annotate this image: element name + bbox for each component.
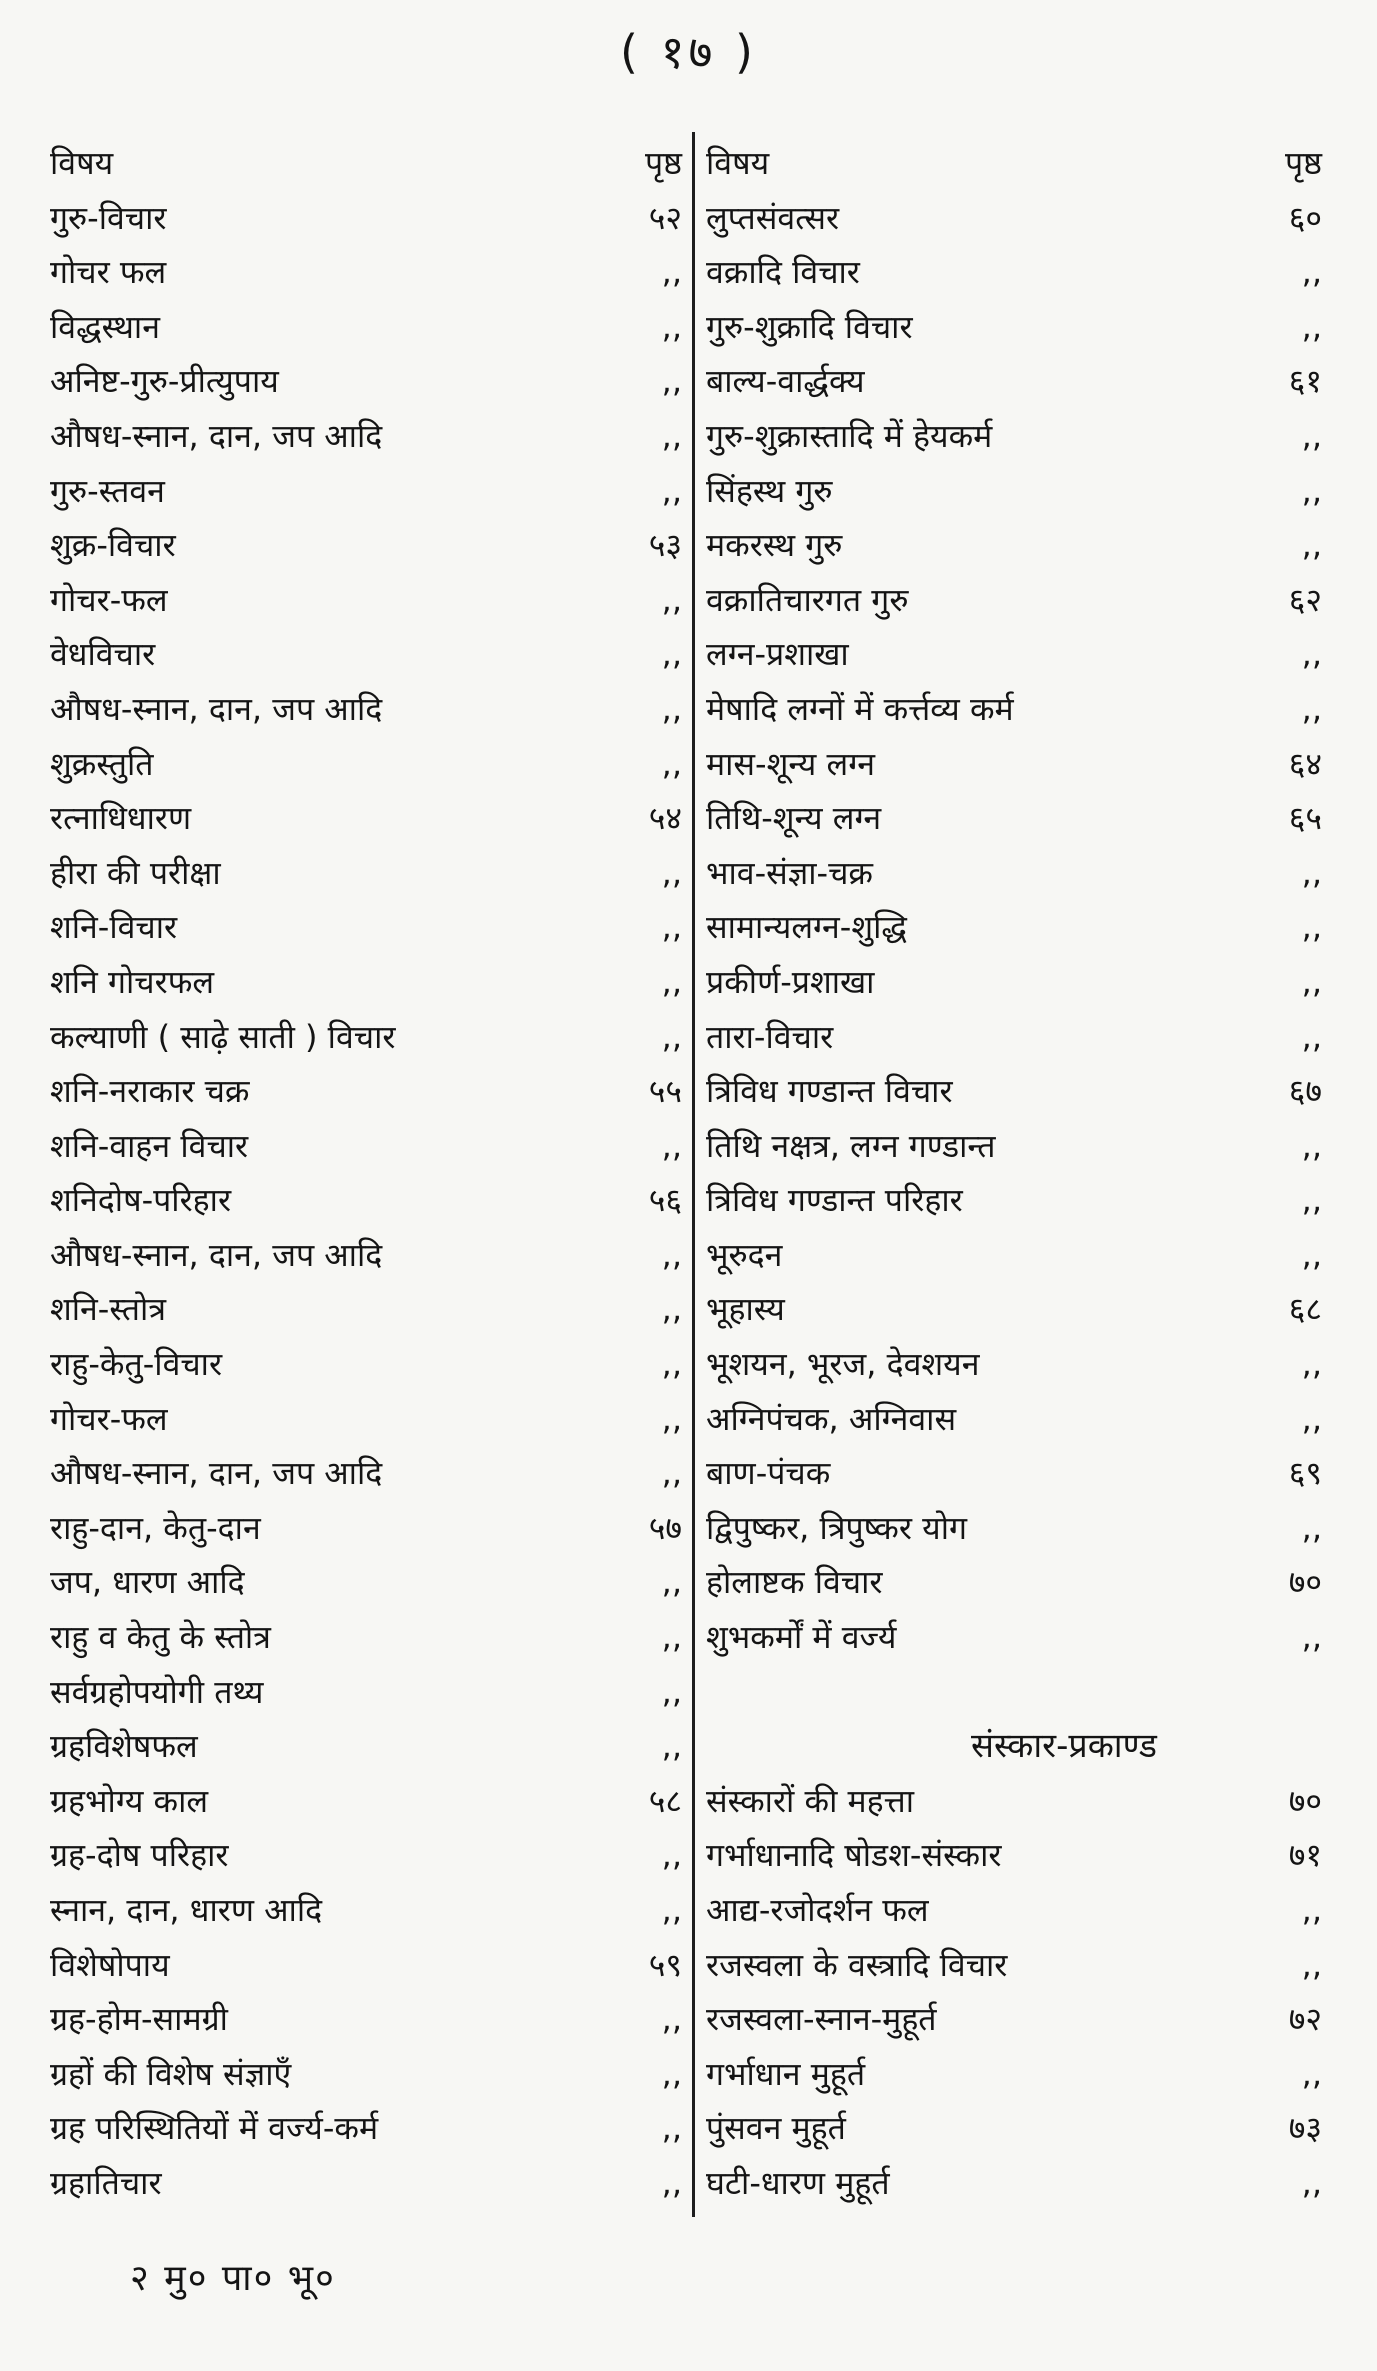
entry-page: ,, bbox=[1301, 307, 1322, 346]
entry-topic: शुक्रस्तुति bbox=[50, 744, 154, 783]
contents-entry bbox=[706, 1446, 1322, 1501]
entry-page: ,, bbox=[661, 2163, 682, 2202]
entry-topic: राहु-दान, केतु-दान bbox=[50, 1508, 261, 1547]
contents-entry bbox=[50, 1173, 682, 1228]
entry-page: ,, bbox=[661, 362, 682, 401]
entry-page: ७३ bbox=[1288, 2109, 1322, 2148]
entry-topic: गुरु-शुक्रास्तादि में हेयकर्म bbox=[706, 416, 993, 455]
entry-page: ,, bbox=[1301, 1345, 1322, 1384]
contents-entry bbox=[50, 1446, 682, 1501]
entry-page: ,, bbox=[1301, 1508, 1322, 1547]
contents-entry bbox=[50, 1064, 682, 1119]
contents-entry bbox=[50, 300, 682, 355]
entry-topic: ग्रहभोग्य काल bbox=[50, 1781, 209, 1820]
entry-topic: मकरस्थ गुरु bbox=[706, 526, 843, 565]
entry-page: ,, bbox=[1301, 253, 1322, 292]
entry-topic: औषध-स्नान, दान, जप आदि bbox=[50, 1454, 383, 1493]
entry-topic: शनि गोचरफल bbox=[50, 962, 215, 1001]
entry-page: ,, bbox=[661, 689, 682, 728]
contents-entry bbox=[50, 2156, 682, 2211]
entry-page: ,, bbox=[1301, 908, 1322, 947]
entry-page: ५५ bbox=[648, 1072, 682, 1111]
entry-topic: भूहास्य bbox=[706, 1290, 785, 1329]
contents-entry bbox=[706, 409, 1322, 464]
entry-topic: जप, धारण आदि bbox=[50, 1563, 245, 1602]
entry-page: ,, bbox=[661, 1345, 682, 1384]
entry-topic: द्विपुष्कर, त्रिपुष्कर योग bbox=[706, 1508, 968, 1547]
contents-entry bbox=[706, 1173, 1322, 1228]
entry-topic: होलाष्टक विचार bbox=[706, 1563, 883, 1602]
entry-topic: बाल्य-वार्द्धक्य bbox=[706, 362, 865, 401]
entry-topic: रत्नाधिधारण bbox=[50, 799, 192, 838]
page-number: ( १७ ) bbox=[620, 25, 757, 79]
contents-entry bbox=[706, 1883, 1322, 1938]
entry-page: ,, bbox=[1301, 416, 1322, 455]
entry-page: ७० bbox=[1288, 1563, 1322, 1602]
contents-entry bbox=[50, 846, 682, 901]
contents-entry bbox=[50, 737, 682, 792]
entry-topic: त्रिविध गण्डान्त परिहार bbox=[706, 1181, 963, 1220]
entry-topic: वक्रादि विचार bbox=[706, 253, 860, 292]
entry-topic: विद्धस्थान bbox=[50, 307, 160, 346]
entry-page: ,, bbox=[661, 1727, 682, 1766]
contents-entry bbox=[50, 791, 682, 846]
contents-entry bbox=[50, 354, 682, 409]
entry-page: ५३ bbox=[648, 526, 682, 565]
entry-topic: राहु व केतु के स्तोत्र bbox=[50, 1618, 271, 1657]
contents-entry bbox=[50, 1719, 682, 1774]
contents-entry bbox=[50, 464, 682, 519]
contents-entry bbox=[50, 2101, 682, 2156]
entry-topic: तिथि-शून्य लग्न bbox=[706, 799, 882, 838]
entry-topic: कल्याणी ( साढ़े साती ) विचार bbox=[50, 1017, 396, 1056]
entry-topic: शुभकर्मों में वर्ज्य bbox=[706, 1618, 897, 1657]
entry-page: ६१ bbox=[1288, 362, 1322, 401]
entry-page: ,, bbox=[1301, 526, 1322, 565]
entry-page: ,, bbox=[661, 1563, 682, 1602]
entry-topic: विशेषोपाय bbox=[50, 1945, 170, 1984]
entry-page: ,, bbox=[661, 2109, 682, 2148]
entry-page: ,, bbox=[1301, 1235, 1322, 1274]
entry-topic: मेषादि लग्नों में कर्त्तव्य कर्म bbox=[706, 689, 1014, 728]
entry-topic: भूरुदन bbox=[706, 1235, 783, 1274]
contents-entry bbox=[50, 1665, 682, 1720]
entry-page: ६४ bbox=[1288, 744, 1322, 783]
contents-entry bbox=[706, 464, 1322, 519]
entry-topic: अग्निपंचक, अग्निवास bbox=[706, 1399, 957, 1438]
entry-topic: ग्रह-होम-सामग्री bbox=[50, 2000, 228, 2039]
entry-page: ,, bbox=[661, 1399, 682, 1438]
entry-page: ,, bbox=[661, 1017, 682, 1056]
contents-column-right bbox=[706, 136, 1322, 2211]
entry-topic: ग्रहविशेषफल bbox=[50, 1727, 198, 1766]
entry-page: ७२ bbox=[1288, 2000, 1322, 2039]
contents-entry bbox=[706, 1828, 1322, 1883]
contents-entry bbox=[706, 682, 1322, 737]
entry-page: ,, bbox=[661, 1290, 682, 1329]
contents-entry bbox=[50, 1282, 682, 1337]
entry-topic: भाव-संज्ञा-चक्र bbox=[706, 853, 873, 892]
entry-topic: ग्रह-दोष परिहार bbox=[50, 1836, 229, 1875]
entry-topic: शनि-वाहन विचार bbox=[50, 1126, 249, 1165]
entry-topic: घटी-धारण मुहूर्त bbox=[706, 2163, 890, 2202]
entry-page: ५७ bbox=[648, 1508, 682, 1547]
contents-entry bbox=[706, 1938, 1322, 1993]
contents-entry bbox=[706, 2047, 1322, 2102]
entry-topic: पुंसवन मुहूर्त bbox=[706, 2109, 846, 2148]
entry-page: ,, bbox=[661, 1672, 682, 1711]
entry-topic: तारा-विचार bbox=[706, 1017, 834, 1056]
entry-topic: सर्वग्रहोपयोगी तथ्य bbox=[50, 1672, 264, 1711]
entry-topic: हीरा की परीक्षा bbox=[50, 853, 221, 892]
column-divider bbox=[692, 132, 695, 2217]
entry-page: ,, bbox=[661, 1454, 682, 1493]
contents-entry bbox=[706, 955, 1322, 1010]
entry-page: ,, bbox=[1301, 1618, 1322, 1657]
entry-topic: गुरु-विचार bbox=[50, 198, 167, 237]
entry-topic: प्रकीर्ण-प्रशाखा bbox=[706, 962, 875, 1001]
entry-topic: शनिदोष-परिहार bbox=[50, 1181, 232, 1220]
entry-page: ५६ bbox=[648, 1181, 682, 1220]
entry-page: ,, bbox=[661, 1235, 682, 1274]
entry-topic: शनि-विचार bbox=[50, 908, 178, 947]
entry-page: ,, bbox=[661, 1836, 682, 1875]
header-topic: विषय bbox=[706, 144, 770, 182]
entry-topic: सामान्यलग्न-शुद्धि bbox=[706, 908, 907, 947]
entry-topic: स्नान, दान, धारण आदि bbox=[50, 1891, 323, 1929]
contents-entry bbox=[50, 573, 682, 628]
entry-page: ,, bbox=[1301, 962, 1322, 1001]
contents-entry bbox=[50, 1883, 682, 1938]
entry-topic: संस्कारों की महत्ता bbox=[706, 1781, 915, 1820]
entry-page: ,, bbox=[661, 635, 682, 674]
contents-entry bbox=[706, 573, 1322, 628]
column-header bbox=[50, 136, 682, 191]
contents-entry bbox=[706, 2156, 1322, 2211]
entry-page: ५८ bbox=[648, 1781, 682, 1820]
entry-topic: तिथि नक्षत्र, लग्न गण्डान्त bbox=[706, 1126, 996, 1165]
entry-topic: लग्न-प्रशाखा bbox=[706, 635, 849, 674]
entry-page: ,, bbox=[1301, 1126, 1322, 1165]
contents-entry bbox=[706, 1010, 1322, 1065]
entry-page: ,, bbox=[661, 1891, 682, 1929]
header-page: पृष्ठ bbox=[644, 144, 682, 182]
entry-page: ,, bbox=[661, 908, 682, 947]
entry-page: ,, bbox=[1301, 689, 1322, 728]
entry-page: ,, bbox=[661, 744, 682, 783]
contents-entry bbox=[50, 1501, 682, 1556]
entry-topic: मास-शून्य लग्न bbox=[706, 744, 875, 783]
contents-entry bbox=[50, 1828, 682, 1883]
contents-entry bbox=[50, 1774, 682, 1829]
entry-page: ,, bbox=[1301, 2163, 1322, 2202]
contents-entry bbox=[706, 1774, 1322, 1829]
contents-entry bbox=[50, 518, 682, 573]
entry-page: ,, bbox=[1301, 1891, 1322, 1929]
entry-page: ,, bbox=[661, 1126, 682, 1165]
entry-page: ,, bbox=[1301, 1017, 1322, 1056]
contents-entry bbox=[50, 191, 682, 246]
entry-topic: शनि-नराकार चक्र bbox=[50, 1072, 250, 1111]
entry-page: ५४ bbox=[648, 799, 682, 838]
entry-topic: वेधविचार bbox=[50, 635, 156, 674]
entry-page: ५९ bbox=[648, 1945, 682, 1984]
contents-entry bbox=[706, 1337, 1322, 1392]
entry-topic: सिंहस्थ गुरु bbox=[706, 471, 833, 510]
entry-page: ६९ bbox=[1288, 1454, 1322, 1493]
entry-page: ,, bbox=[661, 416, 682, 455]
entry-page: ,, bbox=[661, 471, 682, 510]
contents-entry bbox=[706, 1392, 1322, 1447]
entry-page: ,, bbox=[661, 2054, 682, 2093]
entry-topic: गुरु-स्तवन bbox=[50, 471, 165, 510]
entry-page: ,, bbox=[661, 962, 682, 1001]
contents-entry bbox=[50, 682, 682, 737]
entry-topic: गोचर-फल bbox=[50, 1399, 168, 1438]
column-header bbox=[706, 136, 1322, 191]
contents-entry bbox=[50, 1555, 682, 1610]
entry-page: ,, bbox=[1301, 2054, 1322, 2093]
entry-page: ,, bbox=[1301, 471, 1322, 510]
contents-entry bbox=[706, 354, 1322, 409]
contents-entry bbox=[50, 955, 682, 1010]
entry-page: ७० bbox=[1288, 1781, 1322, 1820]
contents-entry bbox=[706, 518, 1322, 573]
entry-page: ६७ bbox=[1288, 1072, 1322, 1111]
entry-page: ,, bbox=[661, 853, 682, 892]
contents-entry bbox=[706, 1992, 1322, 2047]
entry-topic: आद्य-रजोदर्शन फल bbox=[706, 1891, 929, 1929]
contents-entry bbox=[50, 245, 682, 300]
header-topic: विषय bbox=[50, 144, 114, 182]
contents-entry bbox=[706, 2101, 1322, 2156]
entry-topic: बाण-पंचक bbox=[706, 1454, 831, 1493]
entry-topic: अनिष्ट-गुरु-प्रीत्युपाय bbox=[50, 362, 279, 401]
contents-entry bbox=[50, 1228, 682, 1283]
contents-entry bbox=[706, 1282, 1322, 1337]
contents-entry bbox=[706, 846, 1322, 901]
entry-page: ६२ bbox=[1288, 580, 1322, 619]
contents-entry bbox=[50, 1337, 682, 1392]
entry-topic: गुरु-शुक्रादि विचार bbox=[706, 307, 913, 346]
entry-page: ,, bbox=[661, 1618, 682, 1657]
contents-entry bbox=[706, 737, 1322, 792]
entry-page: ६० bbox=[1288, 198, 1322, 237]
entry-page: ,, bbox=[661, 2000, 682, 2039]
contents-entry bbox=[50, 1610, 682, 1665]
spacer bbox=[706, 1665, 1322, 1720]
entry-topic: शुक्र-विचार bbox=[50, 526, 176, 565]
entry-topic: राहु-केतु-विचार bbox=[50, 1345, 223, 1384]
entry-topic: गोचर-फल bbox=[50, 580, 168, 619]
entry-page: ५२ bbox=[648, 198, 682, 237]
entry-page: ,, bbox=[1301, 635, 1322, 674]
entry-topic: ग्रहातिचार bbox=[50, 2163, 162, 2202]
contents-entry bbox=[50, 409, 682, 464]
contents-entry bbox=[50, 1938, 682, 1993]
contents-entry bbox=[706, 900, 1322, 955]
entry-page: ७१ bbox=[1288, 1836, 1322, 1875]
contents-entry bbox=[50, 900, 682, 955]
contents-entry bbox=[706, 245, 1322, 300]
contents-entry bbox=[706, 791, 1322, 846]
contents-entry bbox=[706, 1555, 1322, 1610]
entry-page: ,, bbox=[661, 580, 682, 619]
entry-topic: वक्रातिचारगत गुरु bbox=[706, 580, 909, 619]
entry-page: ६८ bbox=[1288, 1290, 1322, 1329]
contents-entry bbox=[50, 1992, 682, 2047]
entry-page: ,, bbox=[1301, 853, 1322, 892]
entry-topic: औषध-स्नान, दान, जप आदि bbox=[50, 416, 383, 455]
entry-topic: रजस्वला-स्नान-मुहूर्त bbox=[706, 2000, 937, 2039]
header-page: पृष्ठ bbox=[1284, 144, 1322, 182]
entry-topic: गर्भाधानादि षोडश-संस्कार bbox=[706, 1836, 1002, 1875]
contents-column-left bbox=[50, 136, 682, 2211]
entry-topic: शनि-स्तोत्र bbox=[50, 1290, 166, 1329]
contents-entry bbox=[706, 1119, 1322, 1174]
entry-topic: गर्भाधान मुहूर्त bbox=[706, 2054, 866, 2093]
entry-topic: भूशयन, भूरज, देवशयन bbox=[706, 1345, 980, 1384]
entry-topic: ग्रह परिस्थितियों में वर्ज्य-कर्म bbox=[50, 2109, 379, 2148]
entry-page: ,, bbox=[1301, 1399, 1322, 1438]
contents-entry bbox=[50, 1392, 682, 1447]
contents-entry bbox=[706, 191, 1322, 246]
contents-entry bbox=[50, 2047, 682, 2102]
contents-entry bbox=[706, 1064, 1322, 1119]
contents-entry bbox=[50, 1010, 682, 1065]
entry-topic: रजस्वला के वस्त्रादि विचार bbox=[706, 1945, 1008, 1984]
entry-topic: औषध-स्नान, दान, जप आदि bbox=[50, 1235, 383, 1274]
contents-entry bbox=[706, 1610, 1322, 1665]
entry-topic: लुप्तसंवत्सर bbox=[706, 198, 840, 237]
entry-page: ,, bbox=[661, 307, 682, 346]
entry-page: ,, bbox=[1301, 1945, 1322, 1984]
entry-page: ,, bbox=[1301, 1181, 1322, 1220]
entry-page: ,, bbox=[661, 253, 682, 292]
contents-entry bbox=[50, 627, 682, 682]
contents-entry bbox=[706, 1501, 1322, 1556]
entry-topic: त्रिविध गण्डान्त विचार bbox=[706, 1072, 953, 1111]
signature-mark: २ मु० पा० भू० bbox=[130, 2258, 336, 2299]
entry-topic: औषध-स्नान, दान, जप आदि bbox=[50, 689, 383, 728]
contents-entry bbox=[50, 1119, 682, 1174]
entry-page: ६५ bbox=[1288, 799, 1322, 838]
contents-entry bbox=[706, 1228, 1322, 1283]
contents-entry bbox=[706, 300, 1322, 355]
section-title: संस्कार-प्रकाण्ड bbox=[971, 1726, 1157, 1767]
entry-topic: ग्रहों की विशेष संज्ञाएँ bbox=[50, 2054, 292, 2093]
contents-entry bbox=[706, 627, 1322, 682]
entry-topic: गोचर फल bbox=[50, 253, 167, 292]
